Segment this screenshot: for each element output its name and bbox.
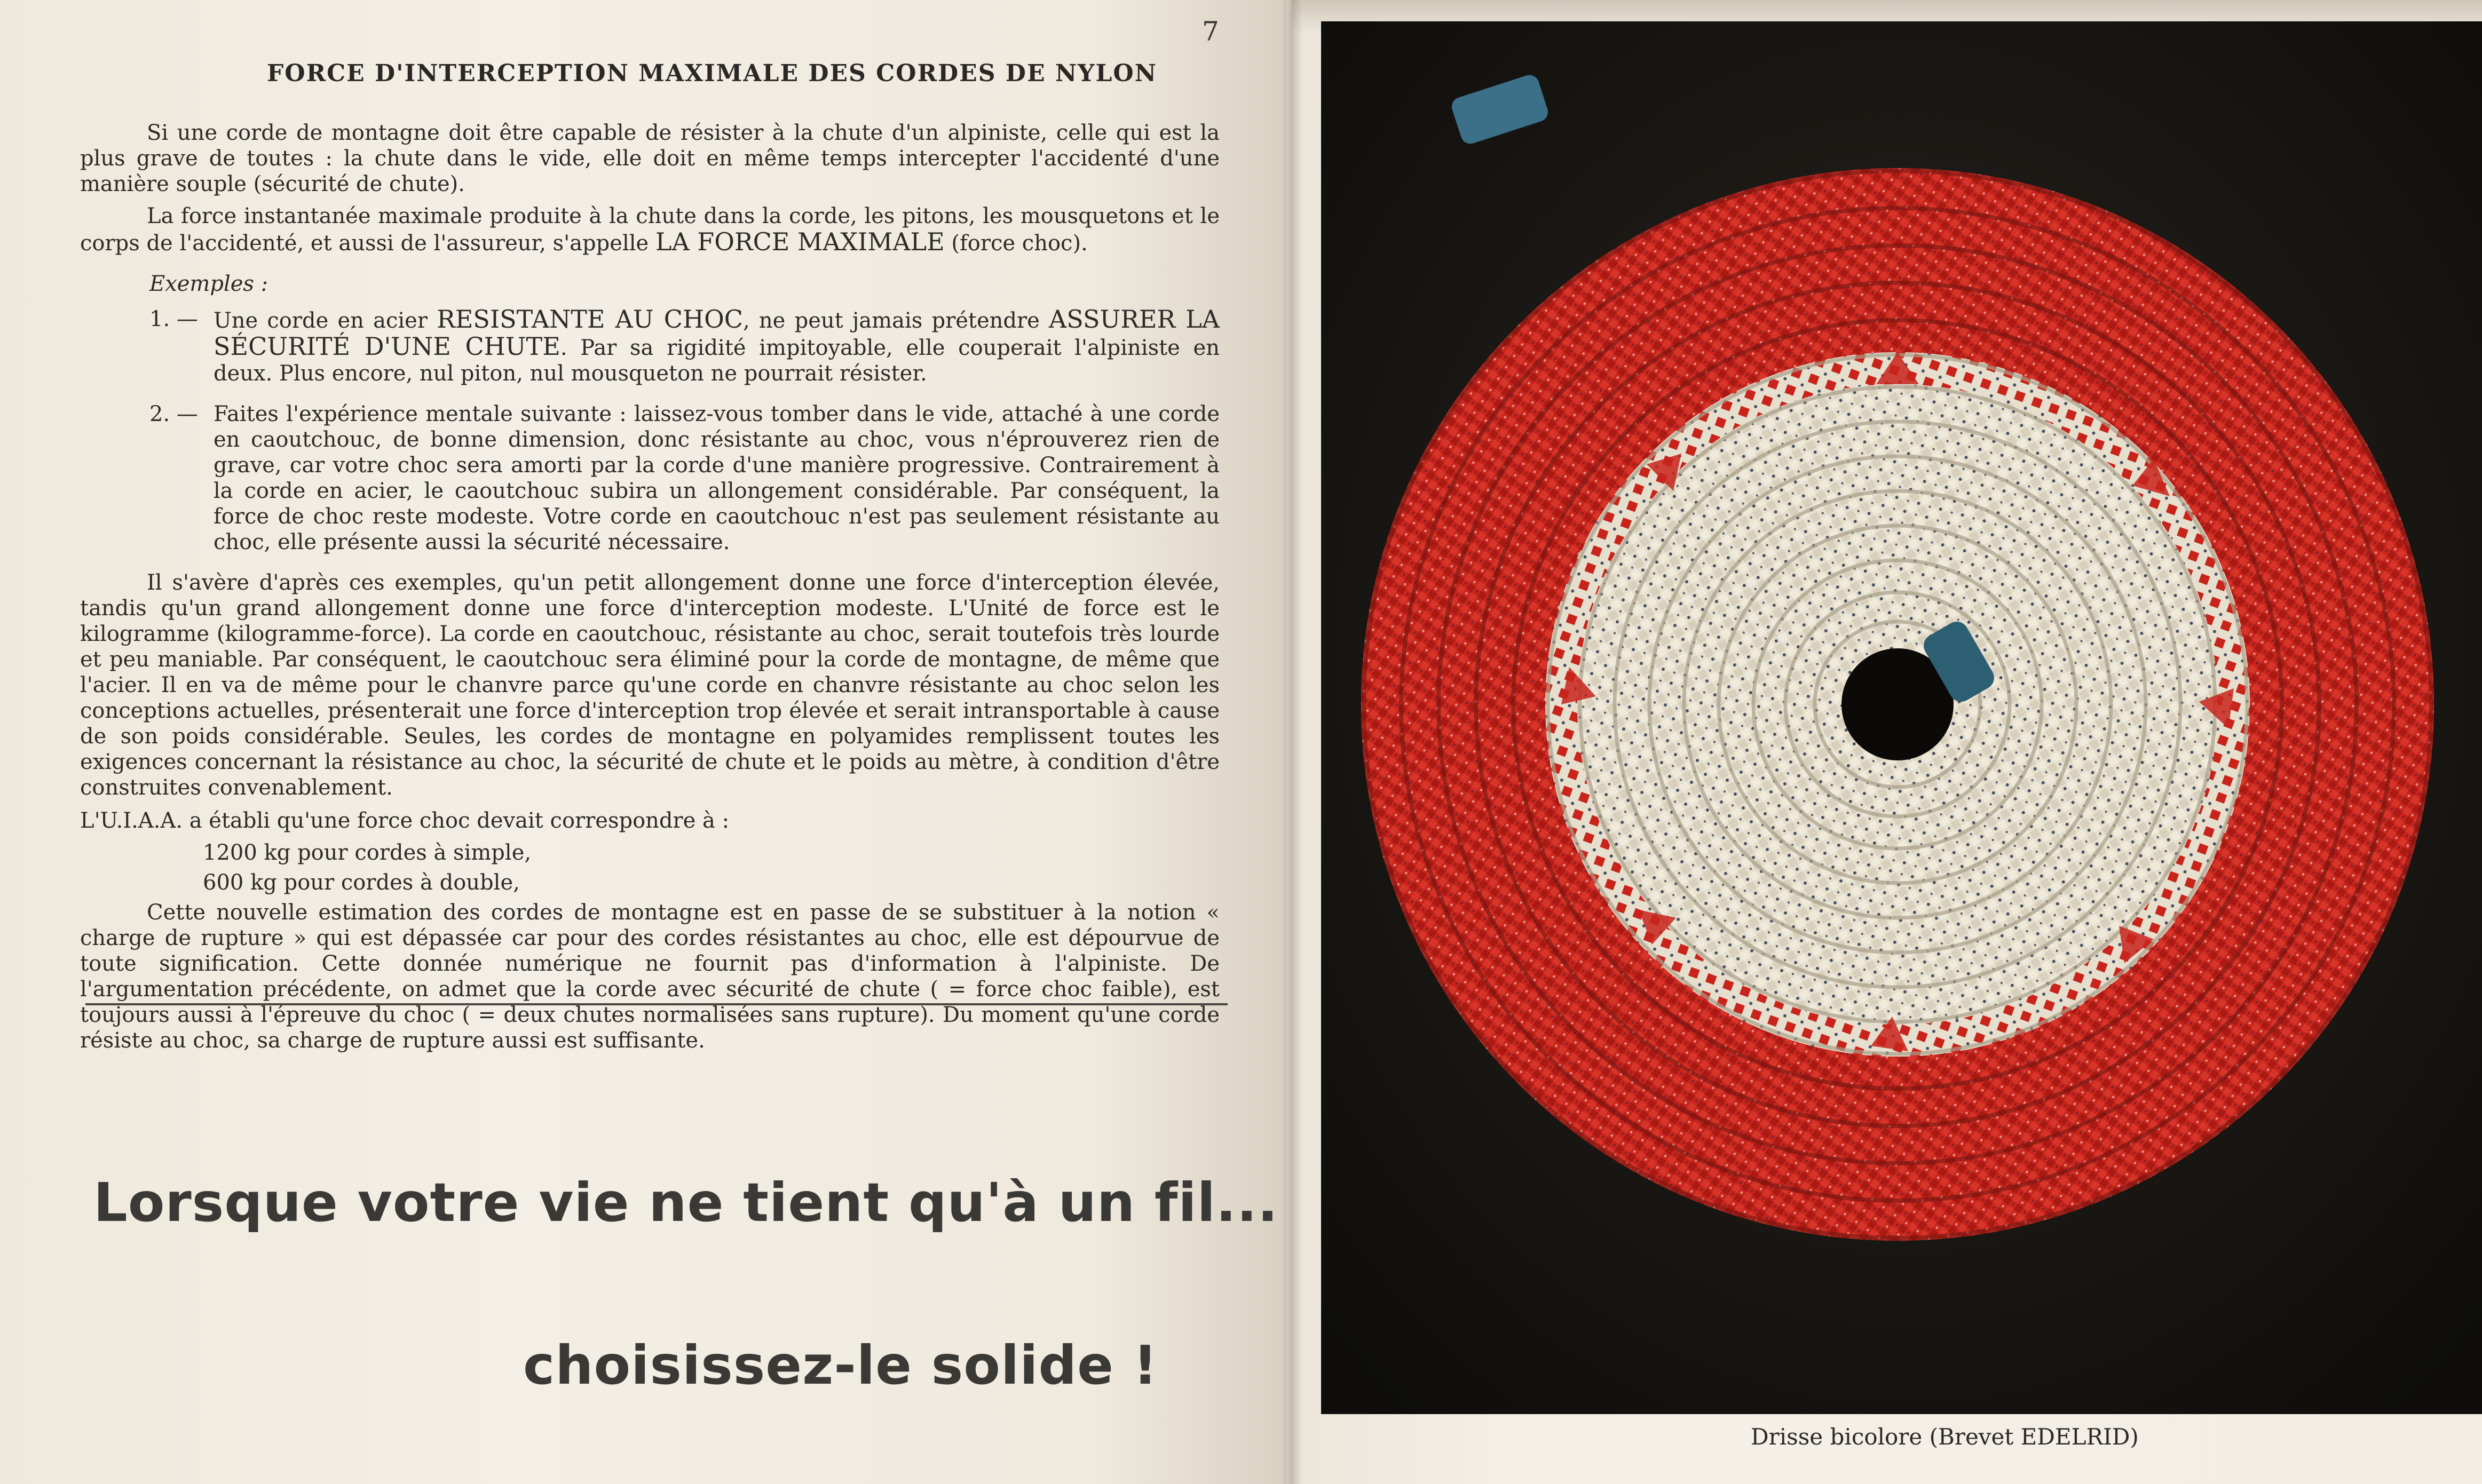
- slogan-line-1: Lorsque votre vie ne tient qu'à un fil...: [93, 1171, 1278, 1234]
- coiled-rope-illustration: [1321, 21, 2482, 1414]
- example-2-number: 2. —: [149, 402, 198, 426]
- examples-label: Exemples :: [149, 272, 268, 296]
- paragraph-3: Il s'avère d'après ces exemples, qu'un petit allongement donne une force d'interception élevée, tandis qu'un grand allongement donne une force d'interception modeste. L'Unité de force est le kilogramme (kilogramme-force). La corde en caoutchouc, résistante au choc, serait toutefois très lourde et peu maniable. Par conséquent, le caoutchouc sera éliminé pour la corde de montagne, de même que l'acier. Il en va de même pour le chanvre parce qu'une corde en chanvre résistante au choc selon les conceptions actuelles, présenterait une force d'interception trop élevée et serait intransportable à cause de son poids considérable. Seules, les cordes de montagne en polyamides remplissent toutes les exigences concernant la résistance au choc, la sécurité de chute et le poids au mètre, à condition d'être construites convenablement.: [80, 570, 1220, 800]
- book-gutter: [1281, 0, 1302, 1484]
- page-number: 7: [1202, 16, 1219, 47]
- paragraph-1: Si une corde de montagne doit être capable de résister à la chute d'un alpiniste, celle qui est la plus grave de toutes : la chute dans le vide, elle doit en même temps intercepter l'accidenté d'une manière souple (sécurité de chute).: [80, 121, 1220, 196]
- example-1-term-2: ASSURER LA SÉCURITÉ D'UNE CHUTE: [214, 305, 1220, 361]
- slogan-line-2: choisissez-le solide !: [523, 1334, 1158, 1396]
- paragraph-2-text-c: (force choc).: [944, 231, 1088, 256]
- paragraph-4: Cette nouvelle estimation des cordes de montagne est en passe de se substituer à la notion « charge de rupture » qui est dépassée car pour des cordes résistantes au choc, elle est dépourvue de toute signification. Cette donnée numérique ne fournit pas d'information à l'alpiniste. De l'argumentation précédente, on admet que la corde avec sécurité de chute ( = force choc faible), est toujours aussi à l'épreuve du choc ( = deux chutes normalisées sans rupture). Du moment qu'une corde résiste au choc, sa charge de rupture aussi est suffisante.: [80, 900, 1220, 1053]
- article-heading: FORCE D'INTERCEPTION MAXIMALE DES CORDES DE NYLON: [267, 60, 1157, 87]
- paragraph-2-text-a: La force instantanée maximale produite à la chute dans la corde, les pitons, les mousquetons et le corps de l'accidenté, et aussi de l'assureur, s'appelle: [80, 204, 1220, 256]
- article-body: [80, 120, 1220, 1060]
- load-single-rope: 1200 kg pour cordes à simple,: [203, 840, 532, 865]
- paragraph-2: [80, 203, 1220, 256]
- example-1-text-e: . Par sa rigidité impitoyable, elle couperait l'alpiniste en deux. Plus encore, nul piton, nul mousqueton ne pourrait résister.: [214, 336, 1220, 386]
- paragraph-2-term: LA FORCE MAXIMALE: [655, 227, 945, 256]
- coiled-rope-photo: [1321, 21, 2482, 1414]
- example-1-number: 1. —: [149, 307, 198, 331]
- example-1-text-a: Une corde en acier: [214, 308, 437, 333]
- example-1-text: [214, 306, 1220, 386]
- example-1-term-1: RESISTANTE AU CHOC: [437, 305, 743, 334]
- divider-line: [85, 1003, 1228, 1005]
- uiaa-statement: L'U.I.A.A. a établi qu'une force choc devait correspondre à :: [80, 808, 730, 833]
- example-2: [80, 401, 1220, 555]
- example-2-text: Faites l'expérience mentale suivante : laissez-vous tomber dans le vide, attaché à une corde en caoutchouc, de bonne dimension, donc résistante au choc, vous n'éprouverez rien de grave, car votre choc sera amorti par la corde d'une manière progressive. Contrairement à la corde en acier, le caoutchouc subira un allongement considérable. Par conséquent, la force de choc reste modeste. Votre corde en caoutchouc n'est pas seulement résistante au choc, elle présente aussi la sécurité nécessaire.: [214, 402, 1220, 554]
- example-1-text-c: , ne peut jamais prétendre: [742, 308, 1049, 333]
- photo-caption: Drisse bicolore (Brevet EDELRID): [1751, 1424, 2139, 1450]
- load-double-rope: 600 kg pour cordes à double,: [203, 870, 520, 895]
- example-1: [80, 306, 1220, 386]
